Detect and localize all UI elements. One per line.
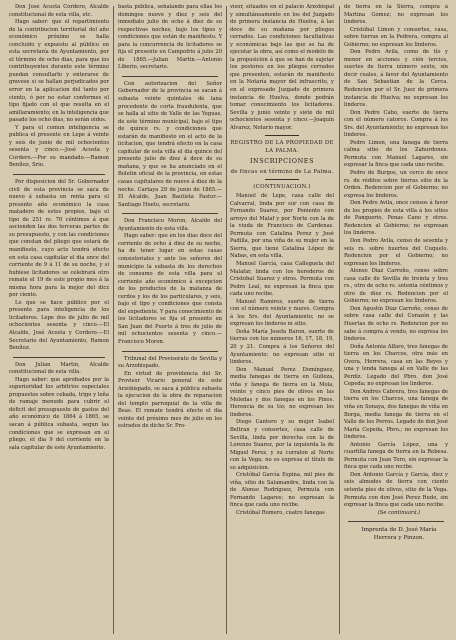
entry-paragraph: Cristóbal Limon y consortes, casa, sobre tierras en la Pedrera, compra al Gobierno; no expresan los linderos. — [344, 26, 448, 48]
continuation-label: (CONTINUACION.) — [253, 184, 311, 191]
entry-paragraph: Don Pedro Cabo, suerte de tierra con el número catorce. Compra á los Srs. del Ayuntamiento; no expresan los linderos. — [344, 109, 448, 139]
notice-heading: Tribunal del Provisorato de Sevilla y su Arzobispado. — [118, 355, 222, 370]
entry-paragraph: Manuel de Lepe, casa calle del Calvarral, linda por sur con casa de Fernando Suarez, por Poniente con arroyo del Malaf y por Norte con la de la viuda de Francisco de Cardenas. Permuta con Catalina Perez y José Padilla, por una viña de su mujer en la Sierra, que tiene Catalina López de Nabas, en esta villa. — [230, 193, 334, 260]
entry-paragraph: Don Pedro Avila, once censos á favor de los propios de esta villa á los sitios de Panquerio, Penas Cano y otros. Redencion al Gobierno; no expresan los linderos. — [344, 200, 448, 237]
entry-paragraph: Diego Cantero y su mujer Isabel Beltran y consortes, casa calle de Sevilla, linda por derecha con la de Lorenzo Suarez, por la izquierda la de Miguel Perez, y su corralon al Norte con la Vega; no es expresa el título de su adquisicion. — [230, 419, 334, 471]
entry-paragraph: Don Manuel Perez Domínguez, media fanegas de tierra en Guileza, viña y fanega de tierra en la Mola, veinte y cinco pies de olivos en las Moledas y dos fanegas en los Pinos. Herencia de su tío; no expresan los linderos. — [230, 366, 334, 418]
column-1 — [9, 4, 109, 636]
notice-paragraph: Hago saber: que aprobados por la superioridad los arbitrios especiales propuestos sobre cebada, trigo y leña de ramaje menudo para cubrir el déficit del presupuesto de gastos del año económico de 1864 á 1865, se sacan á pública subasta, segun las condiciones que se expresan en el pliego, el dia 9 del corriente en la sala capitular de este Ayuntamiento. — [9, 376, 109, 451]
divider — [13, 174, 105, 175]
entry-paragraph: Doña Antonia Alfaro, tres fanegas de tierra en los Charcos, otra más en Overa, Herrera, casa en las Reyes y una y lenda fanega al en Valle de las Perdíz. Legado del Pbro. don José Cepeda; no expresan los linderos. — [344, 343, 448, 388]
column-4 — [344, 4, 448, 636]
column-3 — [230, 4, 334, 636]
column-rule — [113, 6, 114, 634]
divider — [122, 76, 218, 77]
column-rule — [339, 6, 340, 634]
entry-paragraph: Don Andres Cabrera, tres fanegas de tierra en los Charcos, una fanega de viña en Sonaya, dos fanegas de viña en Borga, media fanega de tierra en el Valle de los Perros. Legado de don José María Cepeda, Pbro.; no expresan los linderos. — [344, 388, 448, 441]
notice-paragraph: Por disposicion del Sr. Gobernador civil de esta provincia se saca de nuevo á subasta en renta para el presente año económico la casa matadero de estos propios, bajo el tipo de 251 rs. 70 céntimos á que ascienden las dos terceras partes de su presupuesto, y con las condiciones que constan del pliego que estará de manifiesto, cuyo acto tendrá efecto en esta casa capitular el dia once del corriente de 9 á 11 de su noche, y si hubiese licitadores se celebrará otro remate el 19 de este propio mes á la misma hora para la mejor del dicz por ciento. — [9, 179, 109, 299]
section-title: REGISTRO DE LA PROPIEDAD DE LA PALMA. — [230, 140, 334, 154]
notice-paragraph: Hago saber: que el repartimiento de la contribucion territorial del año económico próximo se halla concluido y expuesto al público en esta secretaría de Ayuntamiento, por el término de ocho dias, para que los contribuyentes durante este término puedan consultarlo y enterarse de gravese si se hallan perjudicados por error en la aplicacion del tanto por ciento, ó por no estar conformes el tipo fijado con el que resulta en el amillaramiento; en la inteligencia que pasado los ocho dias, no serán oidos. — [9, 19, 109, 124]
entry-paragraph: Cristóbal García Espina, mil pies de viña, sitio de Salamandre, linda con la de Alonso Rodríguez, Permuta con Fernando Lagares; no expresan la finca que cada uno recibe. — [230, 472, 334, 509]
column-rule — [226, 6, 227, 634]
imprint-line: Imprenta de D. José María — [361, 527, 437, 534]
entry-paragraph: Manuel Ramirez, suerte de tierra con el número veinte y nueve. Compra á los Srs. del Ayuntamiento; no se expresan los linderos ni sitio. — [230, 298, 334, 328]
entry-paragraph: Don Agustín Diaz Carreño, censo de sobre casa calle del Corazón y las Huertas de ocho rs. Redencion por no sabe á compra á vendo, no expresa los linderos. — [344, 305, 448, 343]
entry-paragraph: Antonio García López, una y cuartilla fanega de tierra en la Rebesa. Permuta con Juan Toro, sin expresar la finca que cada uno recibe. — [344, 441, 448, 471]
imprint-line: Herrera y Pinzon. — [373, 535, 425, 542]
notice-paragraph: Hago saber: que en los dias doce del corriente de ocho á diez de su noche, ha de tener lugar en estas casas consistoriales y ante los señores del municipio la subasta de los derechos de consumo de esta villa para el corriente año económico á excepcion de los productos de la matanza de cerdos y los de los particulares, y seis, bajo el tipo y condiciones que consta del expediente. Y para conocimiento de los licitadores se fija el presente en San Juan del Puerto á tres de julio de mil ochocientos sesenta y cinco.—Francisco Moron. — [118, 233, 222, 345]
entry-paragraph: Don Antonio García y Garcia, diez y seis almudes de tierra con ciento setenta pies de olivos, sitio de la Vega. Permuta con don José Perez Rudo, sin expresar la finca que cada uno recibe. — [344, 471, 448, 509]
entry-paragraph: Manuel García, casa Calleguela del Malafar, linda con los herederos de Cristobal Suarez y otros. Permuta con Pedro Leal, no expresan la finca que cada uno recibe. — [230, 260, 334, 298]
entry-paragraph: de tierra en la Sierra, compra á Martina Gomez; no expresan los linderos. — [344, 4, 448, 26]
notice-paragraph: Y para el comun inteligencia se publica el presente en Lepe á veinte y seis de junio de mil ochocientos sesenta y cinco.—José Acosta y Cordero.—Por su mandado.—Ramon Benítez, Srio. — [9, 124, 109, 169]
entry-paragraph: Alonso Diaz Carreño, censo sobre casa calle de Sevilla de treinta y tres rs., otro de ocho rs. setenta céntimos y otro de diez rs. Redencion por el Gobierno; no expresan los linderos. — [344, 268, 448, 305]
divider — [122, 351, 218, 352]
section-subtitle: INSCRIPCIONES — [249, 157, 315, 166]
entry-paragraph: Pedro de Burgos, un cerco de once rs. de réditos sobre tierras sitio de la Orden. Redencion por el Gobierno; no expresa los linderos. — [344, 170, 448, 199]
notice-paragraph: Con autorizacion del Señor Gobernador de la provincia se sacan á subasta veinte quintales de lana procedente de corta fraudulenta, que se halla al sitio de Valle de las Yeguas, de este término municipal, bajo el tipo de quince rs. y condiciones que estarán de manifiesto en el acto de la licitacion, que tendrá efecto en la casa capitular de esta villa el dia quince del presente julio de diez á doce de su mañana, y que se ha anunciado en el Boletin oficial de la provincia, en estas casas capitulares de nueve á diez de la noche. Cartaya 29 de junio de 1865.—El Alcalde, Juan Bautista Pastor.—Santiago Hueto, secretario. — [118, 80, 222, 208]
notice-paragraph: basta pública, señalando para ellas los domingos nueve y diez y seis del inmediato julio de ocho á diez de su respectivas noches, bajo los tipos y condiciones que están de manifiesto. Y para la concurrencia de licitadores se fija el presente en Campofrio á julio 20 de 1865.—Julian Martin.—Antonio Liberio, secretario. — [118, 4, 222, 71]
notice-heading: Don José Acosta Cordero, Alcalde constitucional de esta villa, etc. — [9, 4, 109, 18]
entry-paragraph: Don Pedro Avila, como de tío y menor en acciones y cién tercios, suertes de tierra número sexto, sin decir cuales, á favor del Ayuntamiento de San Sebastian de la Cerca. Redencion por el Sr. Juez de primera instancia de Huelva; no expresan los linderos. — [344, 49, 448, 109]
entry-paragraph: Pedro Limon, una fanega de tierra calma sitio de los Zahurdones. Permuta con Manuel Lagares, sin expresar la finca que cada uno recibe. — [344, 139, 448, 169]
notice-heading: Don Julian Martin, Alcalde constitucional de esta villa. — [9, 361, 109, 376]
notice-paragraph: Lo que se hace público por el presente para inteligencia de los licitadores. Lepe dos de julio de mil ochocientos sesenta y cinco.—El Alcalde, José Acosta y Cordero.—El Secretario del Ayuntamiento, Ramon Benítez. — [9, 299, 109, 352]
divider — [13, 357, 105, 358]
notice-paragraph: visor, situados en el palacio Arzobispal y simultáneamente en los del Juzgado de primera instancia de Huelva, á las doce de su mañana por pliegos cerrados. Las condiciones facultativas y económicas bajo las que se ha de ejecutar la obra, así como el modelo de la proposicion á que se han de sujetar los postores en los pliegos cerrados que presenten, estarán de manifiesto en la Notaría mayor del infrascrito, y en el expresado Juzgado de primera instancia de Huelva, donde podrán tomar conocimiento los licitadores. Sevilla y junio veinte y siete de mil ochocientos sesenta y cinco.—Joaquín Alvarez, Notario mayor. — [230, 4, 334, 131]
notice-heading: Don Francisco Moron, Alcalde del Ayuntamiento de esta villa. — [118, 218, 222, 232]
entry-paragraph: Cristóbal Romero, cuatro fanegas — [236, 510, 325, 516]
entry-paragraph: Doña María Josefa Baron, suerte de tierras con los números 16, 17, 18, 19, 20 y 21. Compra á los Señores del Ayuntamiento; no expresan sitio ni linderos. — [230, 328, 334, 366]
notice-paragraph: En virtud de providencia del Sr. Provisor Vicario general de este Arzobispado, se saca á pública subasta la ejecucion de la obra de reparacion del templo parroquial de la villa de Beas. El remate tendrá efecto el dia veinte del próximo mes de julio en los estrados de dicho Sr. Pro- — [118, 370, 222, 430]
divider — [122, 213, 218, 214]
divider — [265, 135, 299, 136]
section-caption: de fincas en término de La Palma. — [230, 168, 334, 175]
divider — [348, 521, 444, 522]
entry-paragraph: Don Pedro Avila, censo de sesenta y seis rs. sobre huertos del Cuquelo. Redencion por el Gobierno; no expresan los linderos. — [344, 237, 448, 267]
column-2 — [118, 4, 222, 636]
continuation-note: (Se continuará.) — [377, 509, 421, 516]
divider — [265, 179, 299, 180]
